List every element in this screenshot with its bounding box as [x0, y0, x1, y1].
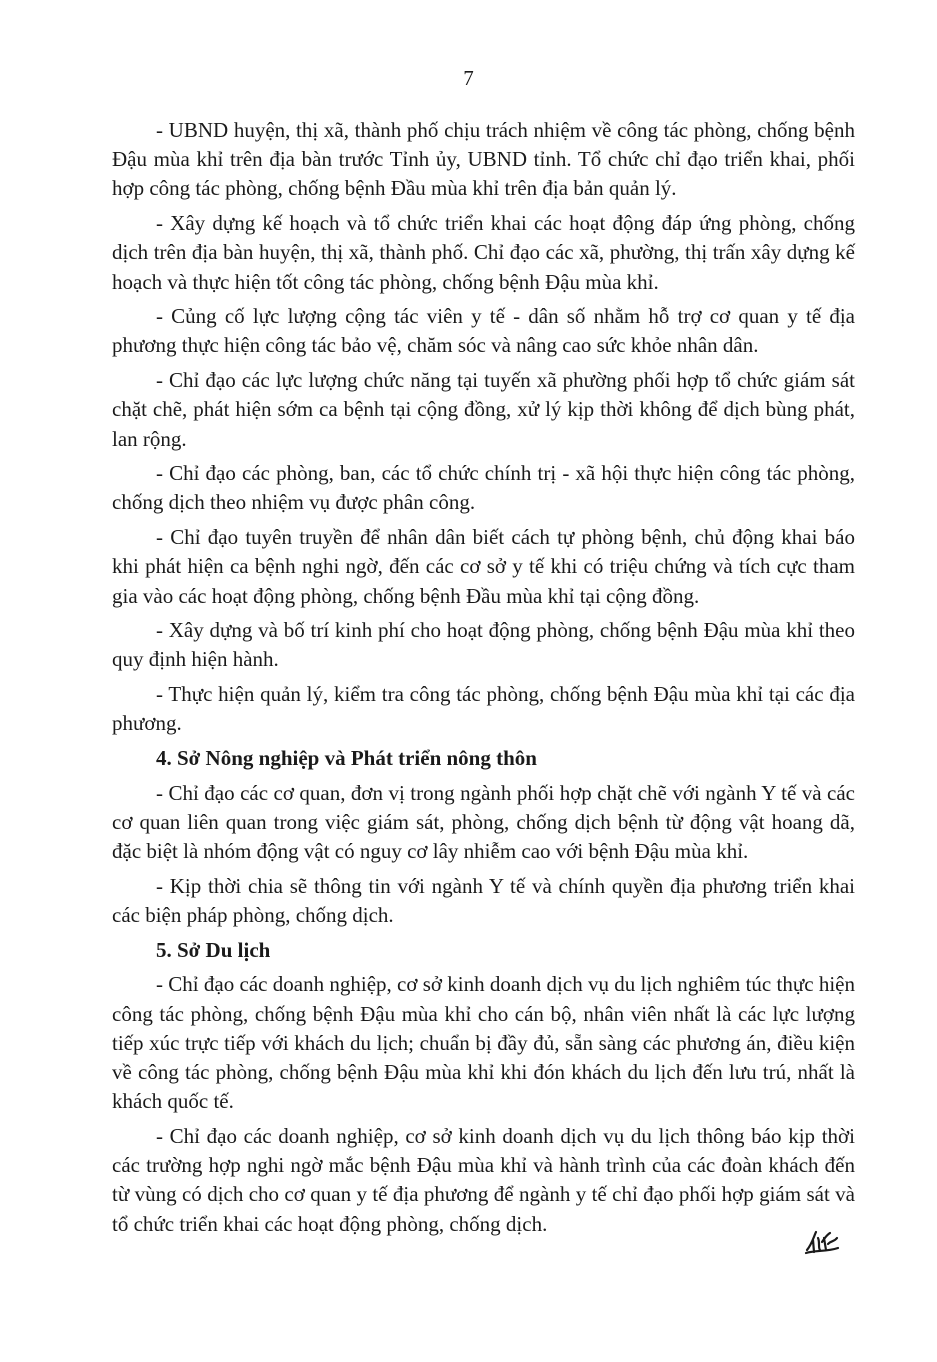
paragraph: - Kịp thời chia sẽ thông tin với ngành Y tế và chính quyền địa phương triển khai các biện pháp phòng, chống dịch.	[112, 873, 855, 928]
paragraph: - Củng cố lực lượng cộng tác viên y tế - dân số nhằm hỗ trợ cơ quan y tế địa phương thực hiện công tác bảo vệ, chăm sóc và nâng cao sức khỏe nhân dân.	[112, 304, 855, 358]
section-heading-agriculture: 4. Sở Nông nghiệp và Phát triển nông thôn	[156, 746, 537, 771]
paragraph: - Xây dựng và bố trí kinh phí cho hoạt động phòng, chống bệnh Đậu mùa khỉ theo quy định hiện hành.	[112, 618, 855, 672]
paragraph: - Thực hiện quản lý, kiểm tra công tác phòng, chống bệnh Đậu mùa khỉ tại các địa phương.	[112, 682, 855, 736]
document-body	[112, 116, 855, 1244]
section-heading-tourism: 5. Sở Du lịch	[156, 937, 271, 962]
paragraph: - UBND huyện, thị xã, thành phố chịu trách nhiệm về công tác phòng, chống bệnh Đậu mùa khỉ trên địa bàn trước Tỉnh ủy, UBND tỉnh. Tổ chức chỉ đạo triển khai, phối hợp công tác phòng, chống bệnh Đầu mùa khỉ trên địa bản quản lý.	[112, 118, 855, 201]
paragraph: - Chỉ đạo tuyên truyền để nhân dân biết cách tự phòng bệnh, chủ động khai báo khi phát hiện ca bệnh nghi ngờ, đến các cơ sở y tế khi có triệu chứng và tích cực tham gia vào các hoạt động phòng, chống bệnh Đầu mùa khỉ tại cộng đồng.	[112, 525, 855, 608]
initial-signature-icon	[804, 1228, 840, 1256]
paragraph: - Chỉ đạo các doanh nghiệp, cơ sở kinh doanh dịch vụ du lịch thông báo kịp thời các trường hợp nghi ngờ mắc bệnh Đậu mùa khỉ và hành trình của các đoàn khách đến từ vùng có dịch cho cơ quan y tế địa phương để ngành y tế chỉ đạo phối hợp giám sát và tổ chức triển khai các hoạt động phòng, chống dịch.	[112, 1124, 855, 1236]
paragraph: - Chỉ đạo các doanh nghiệp, cơ sở kinh doanh dịch vụ du lịch nghiêm túc thực hiện công tác phòng, chống bệnh Đậu mùa khỉ cho cán bộ, nhân viên nhất là các lực lượng tiếp xúc trực tiếp với khách du lịch; chuẩn bị đầy đủ, sẵn sàng các phương án, điều kiện về công tác phòng, chống bệnh Đậu mùa khỉ khi đón khách du lịch đến lưu trú, nhất là khách quốc tế.	[112, 972, 855, 1114]
page-number: 7	[463, 66, 474, 90]
paragraph: - Chỉ đạo các lực lượng chức năng tại tuyến xã phường phối hợp tổ chức giám sát chặt chẽ, phát hiện sớm ca bệnh tại cộng đồng, xử lý kịp thời không để dịch bùng phát, lan rộng.	[112, 368, 855, 451]
paragraph: - Chỉ đạo các phòng, ban, các tổ chức chính trị - xã hội thực hiện công tác phòng, chống dịch theo nhiệm vụ được phân công.	[112, 461, 855, 515]
paragraph: - Xây dựng kế hoạch và tổ chức triển khai các hoạt động đáp ứng phòng, chống dịch trên địa bàn huyện, thị xã, thành phố. Chỉ đạo các xã, phường, thị trấn xây dựng kế hoạch và thực hiện tốt công tác phòng, chống bệnh Đậu mùa khỉ.	[112, 211, 855, 294]
paragraph: - Chỉ đạo các cơ quan, đơn vị trong ngành phối hợp chặt chẽ với ngành Y tế và các cơ quan liên quan trong việc giám sát, phòng, chống dịch bệnh từ động vật hoang dã, đặc biệt là nhóm động vật có nguy cơ lây nhiễm cao với bệnh Đậu mùa khỉ.	[112, 780, 855, 864]
